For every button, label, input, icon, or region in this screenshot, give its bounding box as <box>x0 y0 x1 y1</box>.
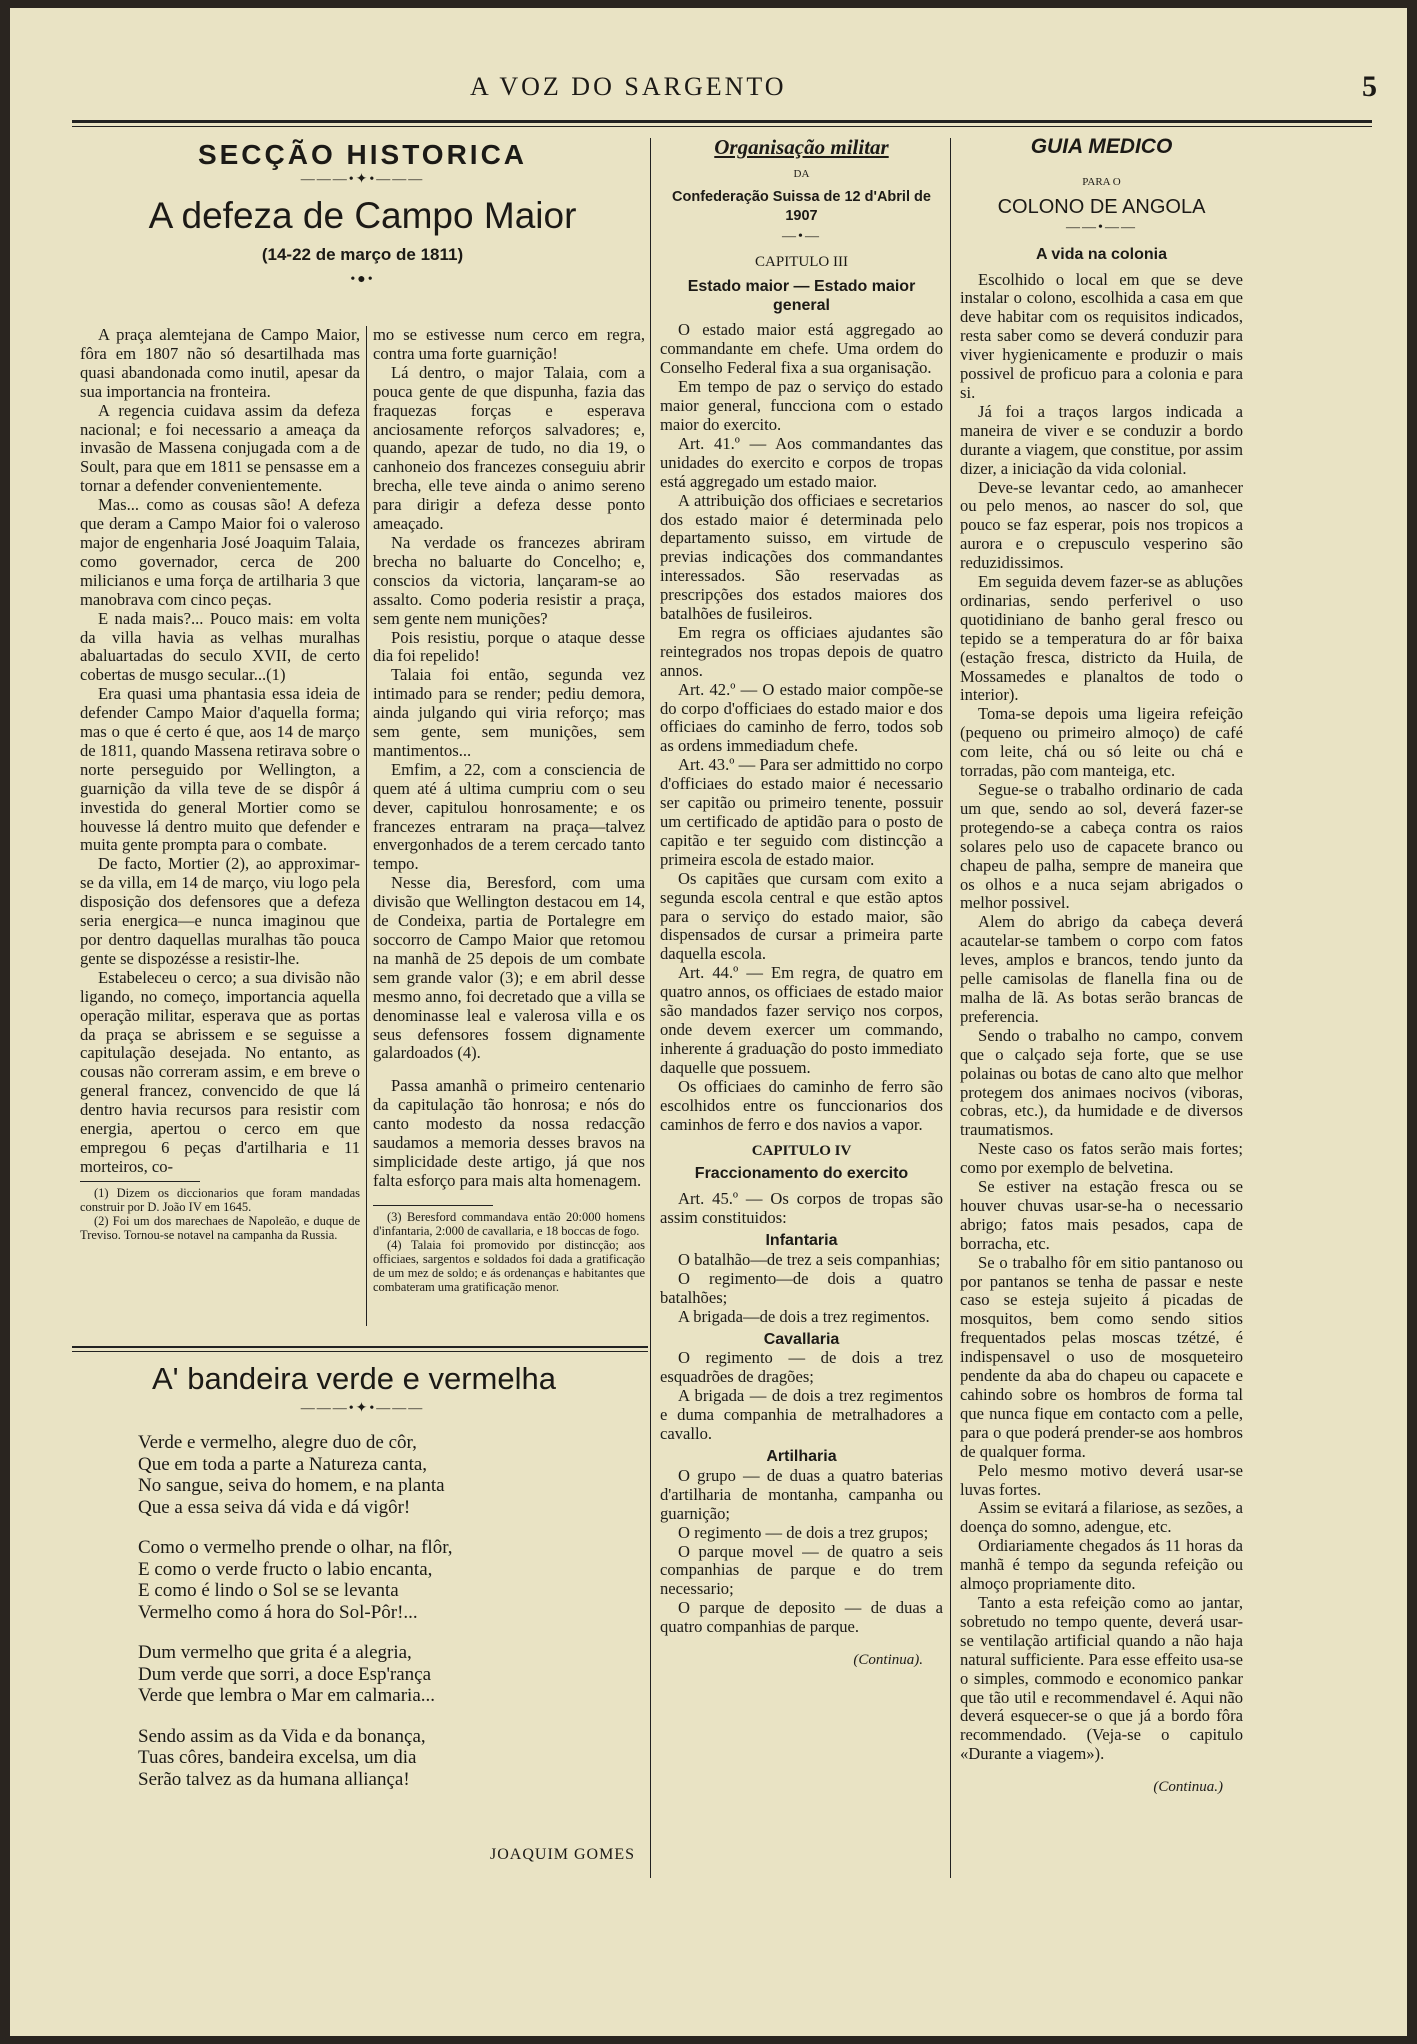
paragraph: Art. 44.º — Em regra, de quatro em quatro annos, os officiaes de estado maior são mandados fazer serviço nos corpos, onde devem exercer um commando, inherente á graduação do posto immediato daquelle que possuem. <box>660 963 943 1077</box>
paragraph: Alem do abrigo da cabeça deverá acautelar-se tambem o corpo com fatos leves, amplos e brancos, tendo junto da pelle camisolas de flanella fina ou de malha de lã. As botas serão brancas de preferencia. <box>960 912 1243 1026</box>
poem-stanza <box>138 1432 638 1518</box>
poem-line: Tuas côres, bandeira excelsa, um dia <box>138 1747 417 1768</box>
poem-line: Sendo assim as da Vida e da bonança, <box>138 1725 426 1747</box>
paragraph: A praça alemtejana de Campo Maior, fôra em 1807 não só desartilhada mas quasi abandonada como inutil, apesar da sua importancia na fronteira. <box>80 325 360 401</box>
paragraph: Emfim, a 22, com a consciencia de quem até á ultima cumpriu com o seu dever, capitulou honrosamente; e os francezes entraram na praça—talvez envergonhados de a terem cercado tanto tempo. <box>373 759 645 874</box>
paragraph: Na verdade os francezes abriram brecha no baluarte do Concelho; e, conscios da victoria, lançaram-se ao assalto. Como poderia resistir a praça, sem gente nem munições? <box>373 532 645 628</box>
poem-line: Serão talvez as da humana alliança! <box>138 1768 410 1790</box>
list-item: A brigada — de dois a trez regimentos e duma companhia de metralhadores a cavallo. <box>660 1386 943 1444</box>
ornament: ———•✦•——— <box>300 171 425 187</box>
subsection-title: Infantaria <box>765 1232 838 1250</box>
paragraph: Deve-se levantar cedo, ao amanhecer ou pelo menos, ao nascer do sol, que pouco se faz esperar, pois nos tropicos a aurora e o crepusculo vesperino são reduzidissimos. <box>960 477 1243 573</box>
footnote: (4) Talaia foi promovido por distincção; aos officiaes, sargentos e soldados foi dada a gratificação de um mez de soldo; e ás ordenanças e habitantes que combateram uma gratificação menor. <box>373 1237 645 1294</box>
paragraph: Tanto a esta refeição como ao jantar, sobretudo no tempo quente, deverá usar-se ventilação artificial quando a não haja natural sufficiente. Para esse effeito usa-se o simples, commodo e economico pankar que tão util e recommendavel é. Aqui não deverá esquecer-se o que já a bordo fôra recommendado. (Veja-se o capitulo «Durante a viagem»). <box>960 1592 1243 1764</box>
poem-line: E como é lindo o Sol se se levanta <box>138 1580 399 1601</box>
poem-header <box>80 1360 645 1417</box>
paragraph: Se o trabalho fôr em sitio pantanoso ou por pantanos se tenha de passar e neste caso se esteja sujeito á picadas de mosquitos, bem como sendo sitios frequentados pelas moscas tzétzé, é indispensavel o uso de mosqueteiro pendente da aba do chapeu ou capacete e cahindo sobre os hombros de forma tal que nunca fique em contacto com a pelle, para o que poderá prender-se aos hombros de qualquer forma. <box>960 1252 1243 1461</box>
paragraph: Se estiver na estação fresca ou se houver chuvas usar-se-ha o necessario abrigo; fatos mais pesados, capa de borracha, etc. <box>960 1177 1243 1253</box>
paragraph: Toma-se depois uma ligeira refeição (pequeno ou primeiro almoço) de café com leite, chá ou só leite ou chá e torradas, pão com manteiga, etc. <box>960 704 1243 781</box>
list-item: O regimento — de dois a trez grupos; <box>678 1522 929 1542</box>
header-rule <box>72 120 1372 123</box>
paragraph: Em tempo de paz o serviço do estado maior general, funcciona com o estado maior do exercito. <box>660 377 943 434</box>
military-organization-column <box>660 135 943 1670</box>
chapter-title: Estado maior — Estado maior general <box>687 278 916 315</box>
paragraph: Neste caso os fatos serão mais fortes; como por exemplo de belvetina. <box>960 1139 1243 1178</box>
paragraph: Em regra os officiaes ajudantes são reintegrados nos tropas depois de quatro annos. <box>660 622 943 680</box>
article-title: A defeza de Campo Maior <box>148 194 577 236</box>
section-para-o: PARA O <box>1082 175 1121 188</box>
list-item: O parque movel — de quatro a seis companhias de parque e do trem necessario; <box>660 1541 943 1599</box>
paragraph: Mas... como as cousas são! A defeza que deram a Campo Maior foi o valeroso major de engenharia José Joaquim Talaia, como governador, cerca de 200 milicianos e uma força de artilharia 3 que manobrava com cinco peças. <box>80 495 360 609</box>
paragraph: Sendo o trabalho no campo, convem que o calçado seja forte, que se use polainas ou botas de cano alto que melhor protegem dos animaes nocivos (viboras, cobras, etc.), da humidade e de diversos traumatismos. <box>960 1025 1243 1140</box>
paragraph: mo se estivesse num cerco em regra, contra uma forte guarnição! <box>373 325 645 363</box>
paragraph: Era quasi uma phantasia essa ideia de defender Campo Maior d'aquella forma; mas o que é certo é que, aos 14 de março de 1811, quando Massena retirava sobre o norte perseguido por Wellington, a guarnição da villa teve de se dispôr á investida do general Mortier como se houvesse lá dentro muito que defender e muita gente prompta para o combate. <box>80 684 360 855</box>
section-label: SECÇÃO HISTORICA <box>197 139 528 170</box>
paragraph: Assim se evitará a filariose, as sezões, a doença do somno, adengue, etc. <box>960 1498 1243 1537</box>
history-column-1 <box>80 326 360 1242</box>
paragraph: Nesse dia, Beresford, com uma divisão que Wellington destacou em 14, de Condeixa, partia de Portalegre em soccorro de Campo Maior que retomou na manhã de 25 depois de um combate sem grande valor (3); e em abril desse mesmo anno, foi decretado que a villa se denominasse leal e valerosa villa e os seus defensores fossem dignamente galardoados (4). <box>373 873 645 1063</box>
footnote-rule <box>373 1205 493 1206</box>
poem-line: Dum verde que sorri, a doce Esp'rança <box>138 1663 432 1685</box>
footnotes-1 <box>80 1186 360 1242</box>
list-item: O batalhão—de trez a seis companhias; <box>678 1249 941 1269</box>
column-rule-2 <box>950 138 951 1878</box>
paragraph: Ordiariamente chegados ás 11 horas da manhã é tempo da segunda refeição ou almoço propriamente dito. <box>960 1536 1243 1594</box>
section-da: DA <box>793 167 810 180</box>
poem-line: E como o verde fructo o labio encanta, <box>138 1558 433 1580</box>
poem-stanza <box>138 1642 638 1707</box>
paragraph: A attribuição dos officiaes e secretarios dos estado maior é determinada pelo departamento suisso, em virtude de previas indicações dos commandantes interessados. São reservadas as prescripções dos estados maiores dos batalhões de fusileiros. <box>660 490 943 624</box>
chapter-heading: CAPITULO III <box>755 253 848 270</box>
paragraph: Art. 42.º — O estado maior compõe-se do corpo d'officiaes do estado maior e dos officiaes do caminho de ferro, todos sob as ordens immediadum chefe. <box>660 679 943 756</box>
poem-stanza <box>138 1537 638 1623</box>
running-header <box>10 72 1407 112</box>
poem-line: Verde que lembra o Mar em calmaria... <box>138 1685 436 1706</box>
paragraph: Art. 41.º — Aos commandantes das unidades do exercito e corpos de tropas está aggregado um estado maior. <box>660 433 943 491</box>
chapter-title: Fraccionamento do exercito <box>694 1165 909 1183</box>
medical-guide-column <box>960 135 1243 1797</box>
page-number: 5 <box>1362 70 1377 103</box>
list-item: O regimento—de dois a quatro batalhões; <box>660 1268 943 1307</box>
poem-line: Vermelho como á hora do Sol-Pôr!... <box>138 1601 418 1623</box>
footnote: (3) Beresford commandava então 20:000 homens d'infantaria, 2:000 de cavallaria, e 18 boccas de fogo. <box>373 1209 645 1238</box>
paragraph: Art. 45.º — Os corpos de tropas são assim constituidos: <box>660 1189 943 1228</box>
poem-author: JOAQUIM GOMES <box>490 1846 636 1863</box>
continua-note: (Continua). <box>853 1652 923 1669</box>
section-subtitle: Confederação Suissa de 12 d'Abril de 1907 <box>672 188 931 224</box>
section-subtitle: COLONO DE ANGOLA <box>997 195 1206 218</box>
column-rule-history <box>366 326 367 1326</box>
paragraph: E nada mais?... Pouco mais: em volta da villa havia as velhas muralhas abaluartadas do seculo XVII, de certo cobertas de musgo secular...(1) <box>80 608 360 685</box>
poem-line: Verde e vermelho, alegre duo de côr, <box>138 1432 417 1453</box>
article-dates: (14-22 de março de 1811) <box>261 244 464 264</box>
poem-title: A' bandeira verde e vermelha <box>152 1361 556 1396</box>
historical-section-header <box>80 139 645 290</box>
section-title: GUIA MEDICO <box>1030 135 1173 158</box>
paragraph: Já foi a traços largos indicada a maneira de viver e se conduzir a bordo durante a viagem, que constitue, por assim dizer, a iniciação da vida colonial. <box>960 401 1243 478</box>
paragraph: Pois resistiu, porque o ataque desse dia foi repelido! <box>373 627 645 666</box>
paragraph: Segue-se o trabalho ordinario de cada um que, sendo ao sol, deverá fazer-se protegendo-se a cabeça contra os raios solares pelo uso de capacete branco ou chapeu de palha, sempre de maneira que os olhos e a nuca sejam abrigados o melhor possivel. <box>960 780 1243 913</box>
paragraph: Talaia foi então, segunda vez intimado para se render; pediu demora, ainda julgando qui viria reforço; mas sem gente, sem munições, sem mantimentos... <box>373 665 645 760</box>
paragraph: Em seguida devem fazer-se as abluções ordinarias, sendo perferivel o uso quotidiniano de banho geral fresco ou tepido se a temperatura do ar fôr baixa (estação fresca, districto da Huila, de Mossamedes e planaltos de todo o interior). <box>960 572 1243 705</box>
list-item: O parque de deposito — de duas a quatro companhias de parque. <box>660 1598 943 1637</box>
ornament: ——•—— <box>1066 219 1137 235</box>
poem-stanza <box>138 1726 638 1791</box>
ornament: ———•✦•——— <box>300 1401 425 1416</box>
paragraph: De facto, Mortier (2), ao approximar-se da villa, em 14 de março, viu logo pela disposição dos defensores que a defeza seria energica—e nunca imaginou que por dentro daquellas muralhas tão pouca gente se dispozésse a resistir-lhe. <box>80 854 360 968</box>
poem-line: No sangue, seiva do homem, e na planta <box>138 1475 445 1496</box>
column-rule-1 <box>650 138 651 1878</box>
poem-top-rule-thin <box>72 1351 648 1352</box>
list-item: A brigada—de dois a trez regimentos. <box>678 1306 930 1326</box>
poem-line: Que a essa seiva dá vida e dá vigôr! <box>138 1496 411 1518</box>
paragraph: O estado maior está aggregado ao commandante em chefe. Uma ordem do Conselho Federal fixa a sua organisação. <box>660 320 943 378</box>
paragraph: A regencia cuidava assim da defeza nacional; e foi necessario a ameaça da invasão de Massena conjugada com a de Soult, para que em 1811 se pensasse em a tornar a defender convenientemente. <box>80 400 360 496</box>
newspaper-page <box>10 8 1407 2036</box>
section-title: Organisação militar <box>714 135 889 159</box>
history-column-2 <box>373 326 645 1294</box>
footnote: (2) Foi um dos marechaes de Napoleão, e duque de Treviso. Tornou-se notavel na campanha da Russia. <box>80 1213 360 1242</box>
poem-top-rule <box>72 1346 648 1348</box>
paragraph: Escolhido o local em que se deve instalar o colono, escolhida a casa em que deve habitar com os requisitos indicados, resta saber como se deverá conduzir para viver hygienicamente e produzir o mais possivel de proficuo para a colonia e para si. <box>960 269 1243 402</box>
footnotes-2 <box>373 1210 645 1294</box>
paragraph: Os officiaes do caminho de ferro são escolhidos entre os funccionarios dos caminhos de ferro e dos navios a vapor. <box>660 1076 943 1134</box>
poem-line: Como o vermelho prende o olhar, na flôr, <box>138 1537 453 1558</box>
ornament: —•— <box>782 228 821 244</box>
paragraph: Passa amanhã o primeiro centenario da capitulação tão honrosa; e nós do canto modesto da nossa redacção saudamos a memoria desses bravos na simplicidade deste artigo, já que nos falta esforço para mais alta homenagem. <box>373 1076 645 1190</box>
header-rule-thin <box>72 126 1372 127</box>
paragraph: Os capitães que cursam com exito a segunda escola central e que estão aptos para o serviço do estado maior, são dispensados de cursar a primeira parte daquella escola. <box>660 868 943 964</box>
poem-line: Que em toda a parte a Natureza canta, <box>138 1453 428 1475</box>
poem-body <box>138 1432 638 1809</box>
subsection-title: Artilharia <box>766 1448 837 1465</box>
newspaper-title: A VOZ DO SARGENTO <box>470 72 787 101</box>
footnote-rule <box>80 1181 200 1182</box>
ornament-dots: •●• <box>350 271 375 287</box>
paragraph: Lá dentro, o major Talaia, com a pouca gente de que dispunha, fazia das fraquezas forças e esperava anciosamente reforços salvadores; e, quando, apezar de tudo, no dia 19, o canhoneio dos francezes conseguiu abrir brecha, elle teve ainda o animo sereno para dirigir a defeza desse ponto ameaçado. <box>373 362 645 534</box>
continua-note: (Continua.) <box>1153 1779 1223 1796</box>
subsection-title: A vida na colonia <box>1036 245 1167 263</box>
footnote: (1) Dizem os diccionarios que foram mandadas construir por D. João IV em 1645. <box>80 1185 360 1214</box>
paragraph: Estabeleceu o cerco; a sua divisão não ligando, no começo, importancia aquella operação militar, esperava que as portas da praça se abrissem e se seguisse a capitulação desejada. No entanto, as cousas não correram assim, e em breve o general francez, convencido de que lá dentro havia recursos para resistir com energia, apertou o cerco em que empregou 6 peças d'artilharia e 11 morteiros, co- <box>80 967 360 1176</box>
paragraph: Art. 43.º — Para ser admittido no corpo d'officiaes do estado maior é necessario ser capitão ou primeiro tenente, possuir um certificado de aptidão para o posto de capitão e ter seguido com distincção a primeira escola de estado maior. <box>660 755 943 869</box>
list-item: O regimento — de dois a trez esquadrões de dragões; <box>660 1348 943 1387</box>
list-item: O grupo — de duas a quatro baterias d'artilharia de montanha, campanha ou guarnição; <box>660 1465 943 1523</box>
subsection-title: Cavallaria <box>763 1330 840 1348</box>
paragraph: Pelo mesmo motivo deverá usar-se luvas fortes. <box>960 1460 1243 1499</box>
chapter-heading: CAPITULO IV <box>751 1143 852 1160</box>
poem-line: Dum vermelho que grita é a alegria, <box>138 1642 412 1663</box>
